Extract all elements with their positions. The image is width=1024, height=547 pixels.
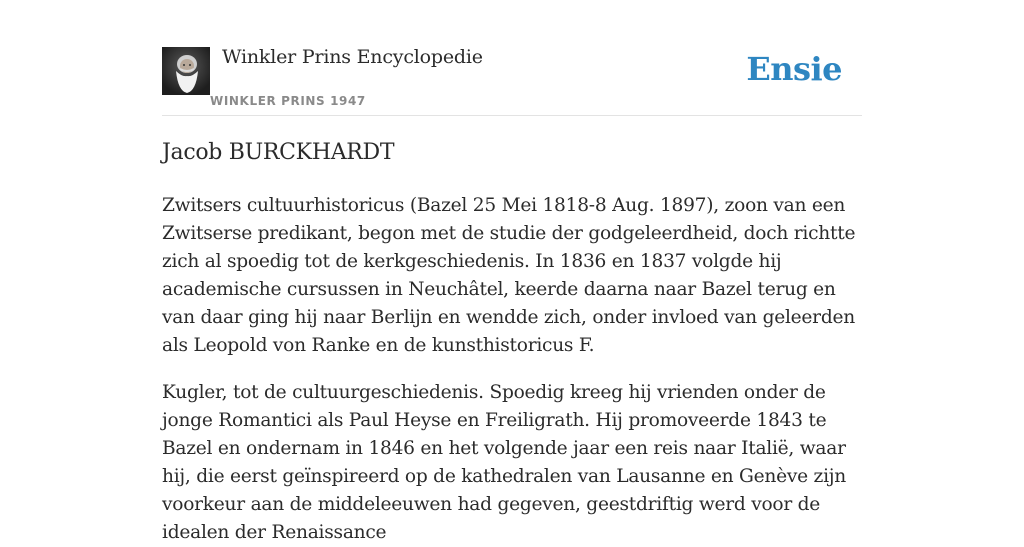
source-subtitle: WINKLER PRINS 1947 xyxy=(210,94,366,108)
article-title: Jacob BURCKHARDT xyxy=(162,140,395,165)
article-paragraph: Zwitsers cultuurhistoricus (Bazel 25 Mei 1818-8 Aug. 1897), zoon van een Zwitserse predikant, begon met de studie der godgeleerdheid, doch richtte zich al spoedig tot de kerkgeschiedenis. In 1836 en 1837 volgde hij academische cursussen in Neuchâtel, keerde daarna naar Bazel terug en van daar ging hij naar Berlijn en wendde zich, onder invloed van geleerden als Leopold von Ranke en de kunsthistoricus F. xyxy=(162,195,856,356)
source-header xyxy=(162,0,862,116)
article-paragraph: Kugler, tot de cultuurgeschiedenis. Spoedig kreeg hij vrienden onder de jonge Romantici als Paul Heyse en Freiligrath. Hij promoveerde 1843 te Bazel en ondernam in 1846 en het volgende jaar een reis naar Italië, waar hij, die eerst geïnspireerd op de kathedralen van Lausanne en Genève zijn voorkeur aan de middeleeuwen had gegeven, geestdriftig werd voor de idealen der Renaissance xyxy=(162,382,846,543)
page-container xyxy=(162,0,862,543)
source-title[interactable]: Winkler Prins Encyclopedie xyxy=(222,46,483,68)
bearded-man-portrait-icon xyxy=(162,47,210,95)
brand-logo[interactable]: Ensie xyxy=(746,50,842,88)
avatar[interactable] xyxy=(162,47,210,95)
